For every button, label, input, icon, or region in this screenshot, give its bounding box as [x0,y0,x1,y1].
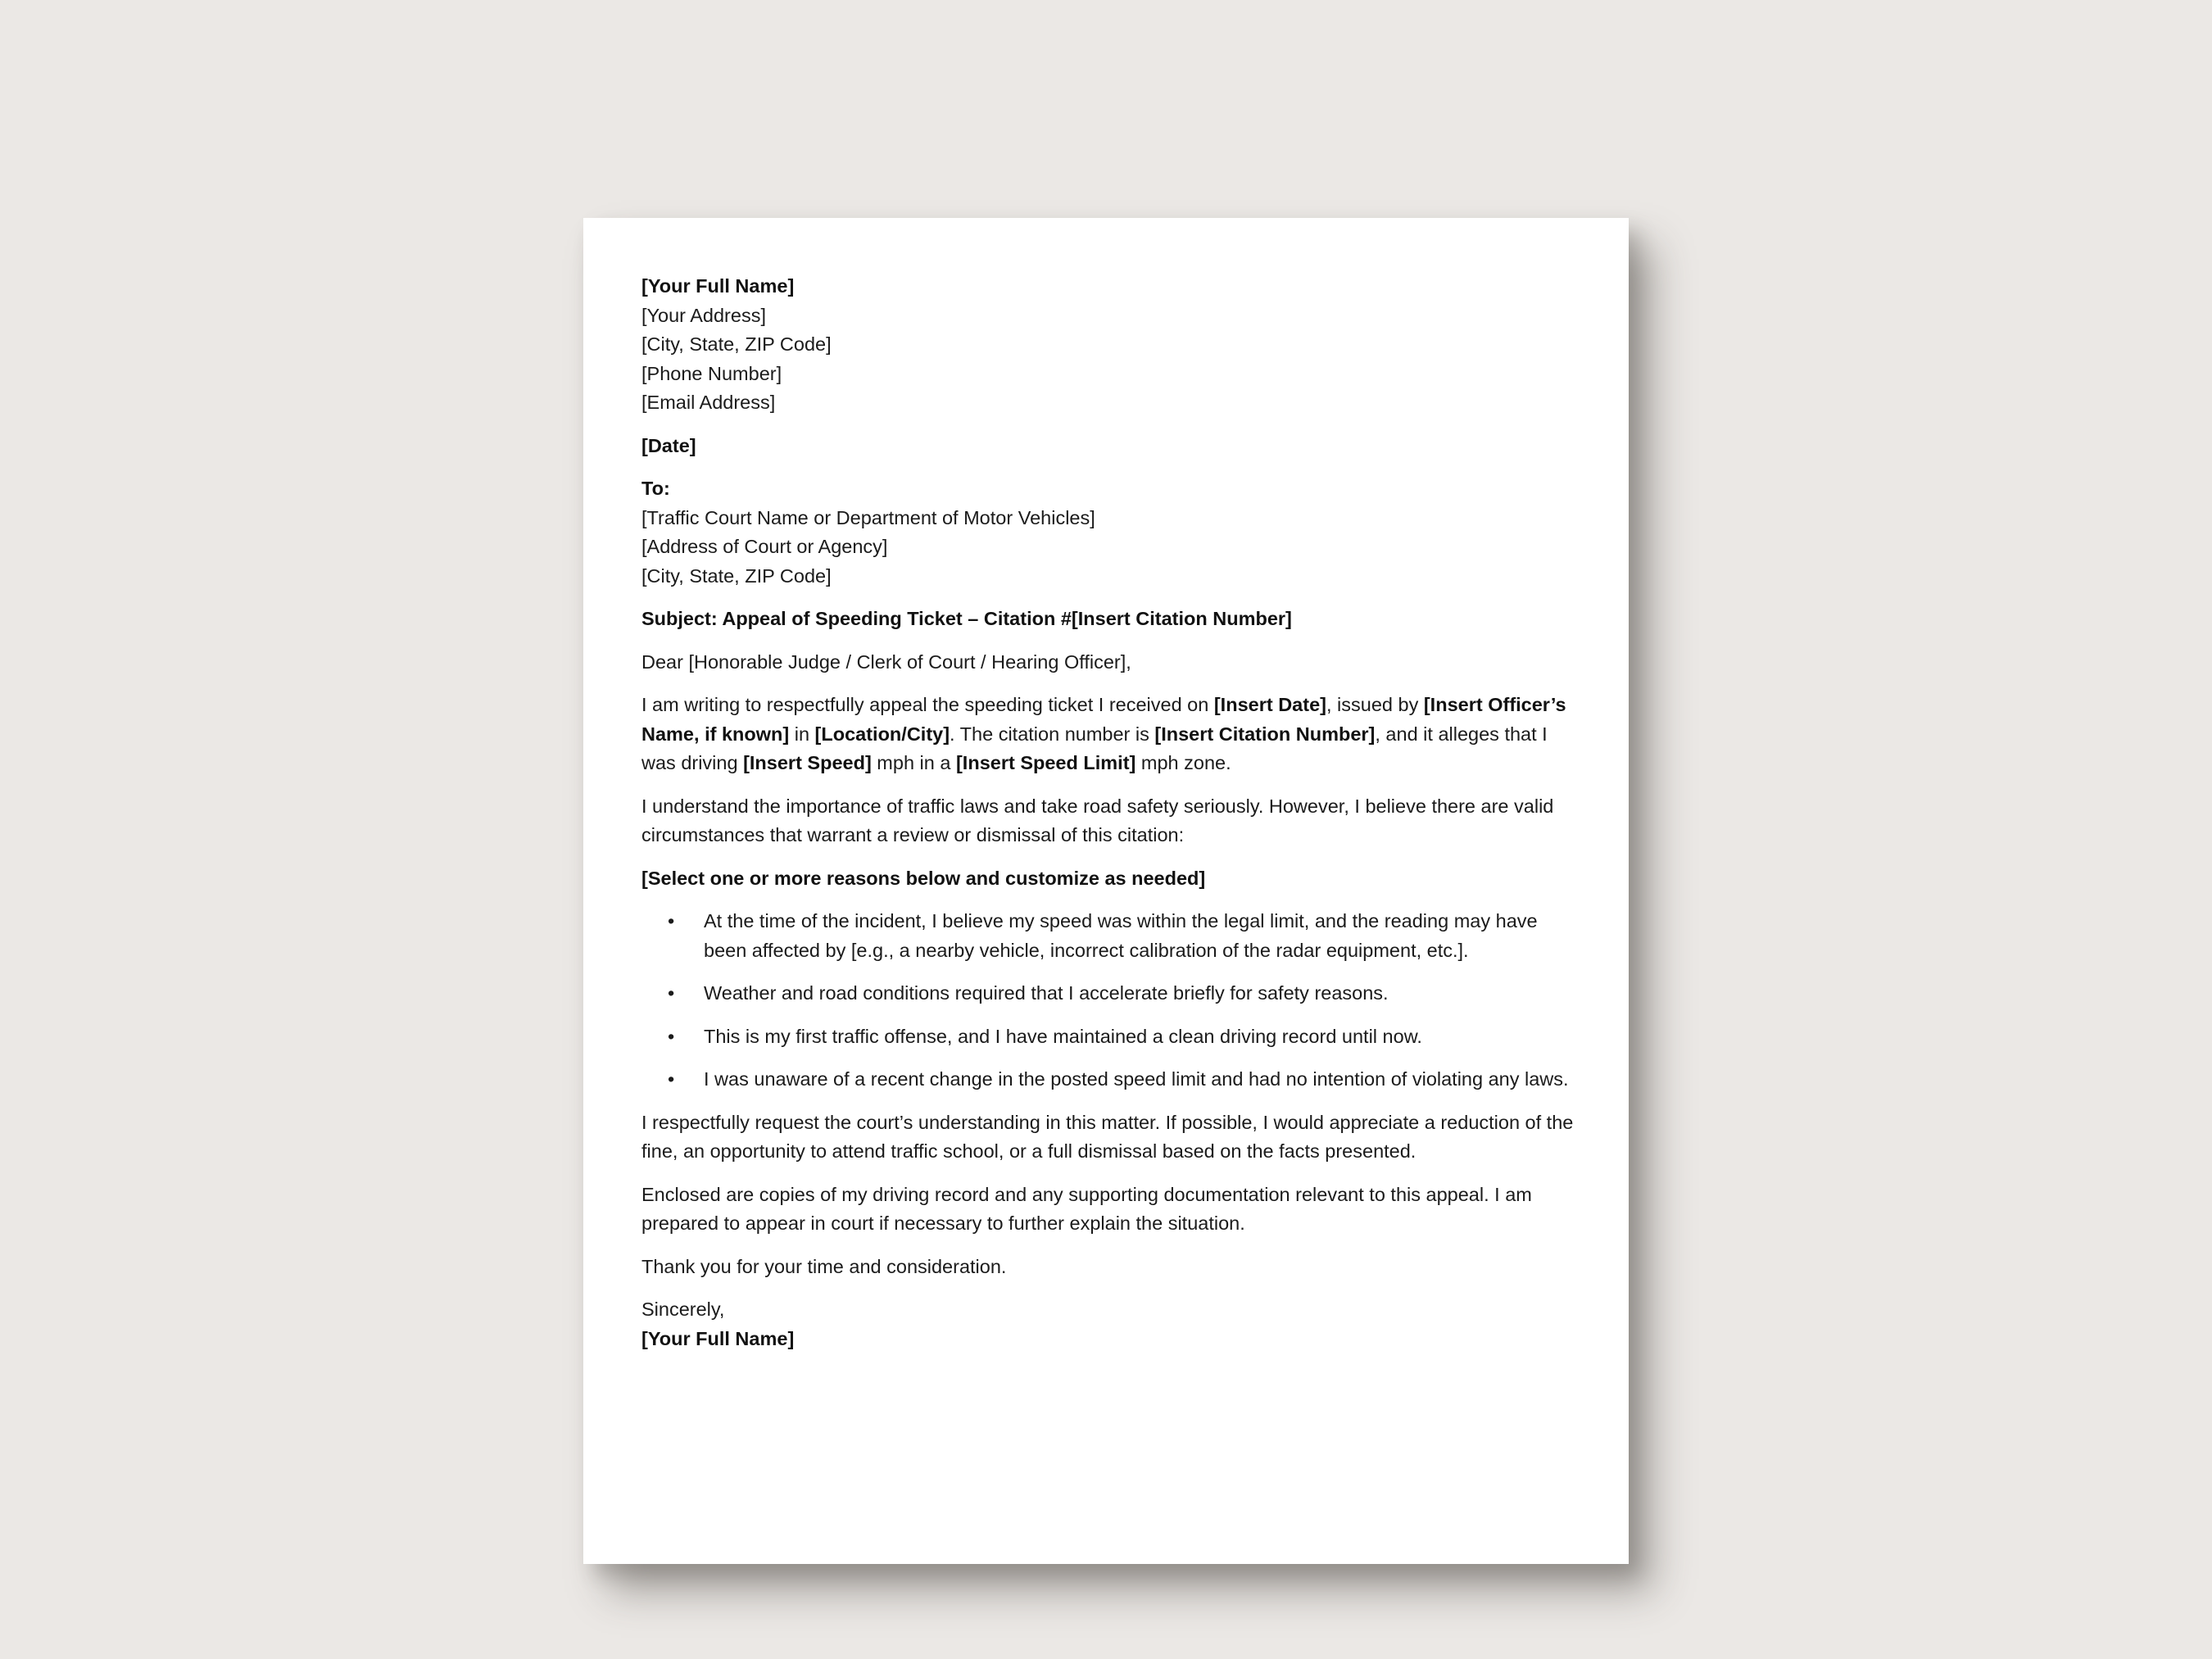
signature-name: [Your Full Name] [641,1327,795,1349]
p1-citation-number: [Insert Citation Number] [1154,723,1376,745]
bullet-icon: • [668,1025,675,1047]
body-paragraph-5: Thank you for your time and consideration. [641,1255,1007,1277]
p1-officer-name: [Insert Officer’s Name, if known] [641,694,1566,745]
instruction-text: [Select one or more reasons below and customize as needed] [641,867,1206,889]
recipient-to-label: To: [641,478,670,499]
letter-page [583,218,1629,1564]
p1-insert-speed: [Insert Speed] [743,752,872,773]
recipient-name: [Traffic Court Name or Department of Motor Vehicles] [641,506,1095,528]
list-item [641,907,1584,965]
body-paragraph-4: Enclosed are copies of my driving record and any supporting documentation relevant to this appeal. I am prepared to appear in court if necessary to further explain the situation. [641,1183,1532,1234]
recipient-city-state-zip: [City, State, ZIP Code] [641,564,832,587]
p1-insert-date: [Insert Date] [1213,694,1326,715]
body-paragraph-3: I respectfully request the court’s understanding in this matter. If possible, I would appreciate a reduction of the fine, an opportunity to attend traffic school, or a full dismissal based on the facts presented. [641,1111,1574,1162]
letter-date: [Date] [641,434,696,456]
sender-phone: [Phone Number] [641,362,782,384]
p1-text-7: mph zone. [1135,752,1231,773]
sender-name: [Your Full Name] [641,275,795,297]
recipient-address: [Address of Court or Agency] [641,536,888,557]
subject-text: Subject: Appeal of Speeding Ticket – Citation #[Insert Citation Number] [641,608,1292,629]
reason-text: This is my first traffic offense, and I have maintained a clean driving record until now. [704,1025,1422,1047]
p1-speed-limit: [Insert Speed Limit] [955,752,1136,773]
bullet-icon: • [668,982,675,1004]
body-paragraph-1 [641,691,1584,778]
subject-line [641,605,1584,634]
bullet-icon: • [668,910,675,931]
recipient-block [641,474,1584,591]
bullet-icon: • [668,1068,675,1090]
list-item [641,1065,1584,1095]
instruction-line [641,864,1584,894]
salutation: Dear [Honorable Judge / Clerk of Court / Hearing Officer], [641,650,1131,673]
sender-email: [Email Address] [641,392,776,413]
reasons-list [641,907,1584,1095]
letter-content [641,272,1584,1367]
p1-location: [Location/City] [814,723,950,745]
list-item [641,1022,1584,1052]
p1-text-5: , and it alleges that I was driving [641,723,1548,773]
list-item [641,979,1584,1009]
closing: Sincerely, [641,1299,725,1320]
sender-block [641,272,1584,418]
reason-text: I was unaware of a recent change in the posted speed limit and had no intention of violating any laws. [704,1068,1569,1090]
reason-text: Weather and road conditions required that I accelerate briefly for safety reasons. [704,982,1389,1004]
sender-address: [Your Address] [641,304,766,326]
p1-text-6: mph in a [871,752,956,773]
p1-text-3: in [789,723,815,745]
reason-text: At the time of the incident, I believe my speed was within the legal limit, and the reading may have been affected by [e.g., a nearby vehicle, incorrect calibration of the radar equipment, etc.]. [704,910,1538,961]
date-block [641,432,1584,461]
body-paragraph-2: I understand the importance of traffic laws and take road safety seriously. However, I believe there are valid circumstances that warrant a review or dismissal of this citation: [641,795,1554,845]
sender-city-state-zip: [City, State, ZIP Code] [641,333,832,355]
signature-block [641,1295,1584,1353]
p1-text-1: I am writing to respectfully appeal the speeding ticket I received on [641,694,1214,715]
p1-text-4: . The citation number is [950,723,1155,745]
p1-text-2: , issued by [1326,694,1424,715]
